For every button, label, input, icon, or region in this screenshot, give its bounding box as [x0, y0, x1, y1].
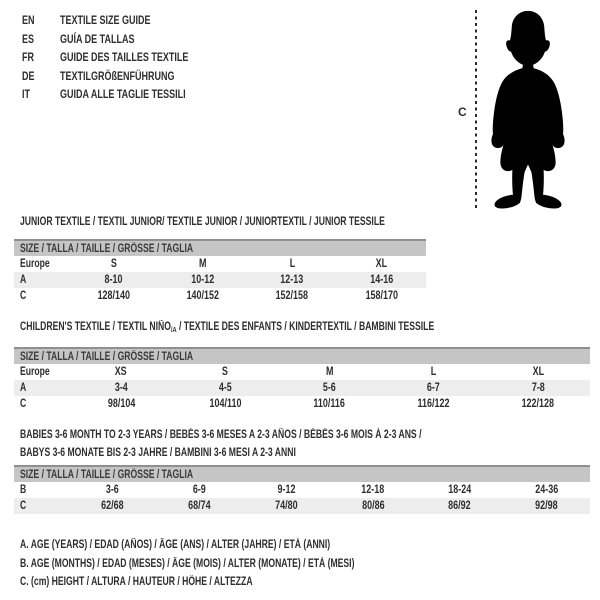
table-cell: 8-10 — [104, 274, 123, 286]
table-cell: L — [430, 366, 437, 378]
table-cell: 68/74 — [188, 500, 211, 512]
table-cell: 86/92 — [448, 500, 471, 512]
table-cell: 12-18 — [361, 484, 385, 496]
language-code: DE — [22, 68, 35, 83]
junior-table-header — [14, 239, 426, 256]
row-label: C — [20, 500, 27, 512]
language-row — [22, 11, 231, 30]
table-cell: 3-6 — [105, 484, 119, 496]
language-code: ES — [22, 31, 35, 46]
guide-title-it: GUIDA ALLE TAGLIE TESSILI — [60, 87, 186, 101]
table-row — [14, 272, 426, 288]
table-row — [14, 288, 426, 304]
language-code: FR — [22, 50, 34, 64]
children-size-table — [14, 347, 590, 412]
language-row — [22, 85, 231, 104]
table-cell: XL — [532, 366, 544, 378]
row-label: Europe — [20, 258, 50, 270]
table-cell: M — [325, 366, 334, 378]
children-section-heading — [20, 318, 572, 339]
table-cell: XL — [375, 258, 388, 270]
table-row — [14, 380, 590, 396]
table-cell: 128/140 — [97, 290, 130, 302]
table-cell: 6-9 — [192, 484, 206, 496]
table-cell: 152/158 — [275, 290, 309, 302]
language-code: EN — [22, 13, 35, 27]
table-cell: S — [110, 258, 117, 270]
language-row — [22, 67, 231, 86]
children-heading-subscript: /A — [170, 325, 177, 334]
babies-heading-line2: BABYS 3-6 MONATE BIS 2-3 JAHRE / BAMBINI 3-6 MESI A 2-3 ANNI — [20, 447, 296, 459]
size-header-label: SIZE / TALLA / TAILLE / GRÖSSE / TAGLIA — [20, 242, 194, 255]
table-cell: 4-5 — [218, 382, 232, 394]
table-row — [14, 396, 590, 412]
guide-title-de: TEXTILGRÖßENFÜHRUNG — [60, 68, 175, 83]
row-label: A — [20, 274, 27, 286]
table-cell: L — [289, 258, 295, 270]
table-row — [14, 498, 590, 514]
language-row — [22, 30, 231, 49]
babies-table-header — [14, 465, 590, 482]
table-cell: XS — [115, 366, 128, 378]
table-cell: 104/110 — [209, 398, 242, 410]
footnote-b: B. AGE (MONTHS) / EDAD (MESES) / ÂGE (MOIS) / ALTER (MONATE) / ETÀ (MESI) — [20, 557, 355, 570]
guide-title-en: TEXTILE SIZE GUIDE — [60, 13, 151, 27]
babies-section-heading — [20, 426, 555, 462]
table-cell: 110/116 — [313, 398, 346, 410]
table-cell: S — [222, 366, 229, 378]
row-label: B — [20, 484, 27, 496]
children-heading-text: CHILDREN'S TEXTILE / TEXTIL $NIÑO_{/A}$ / TEXTILE DES ENFANTS / KINDERTEXTIL / BAMBINI TESSILE — [20, 321, 435, 334]
children-table-header — [14, 347, 590, 364]
table-cell: 5-6 — [323, 382, 336, 394]
footnotes — [20, 536, 466, 592]
table-row — [14, 364, 590, 380]
language-list — [22, 11, 231, 104]
row-label: A — [20, 382, 27, 394]
junior-section-heading — [20, 213, 506, 231]
table-cell: 74/80 — [274, 500, 298, 512]
table-cell: 9-12 — [277, 484, 296, 496]
size-header-label: SIZE / TALLA / TAILLE / GRÖSSE / TAGLIA — [20, 350, 194, 363]
babies-heading-line1: BABIES 3-6 MONTH TO 2-3 YEARS / BEBÉS 3-6 MESES A 2-3 AÑOS / BÉBÉS 3-6 MOIS À 2-3 ANS / — [20, 429, 422, 441]
table-cell: 140/152 — [186, 290, 220, 302]
table-cell: M — [199, 258, 207, 270]
table-cell: 14-16 — [369, 274, 393, 286]
table-cell: 3-4 — [114, 382, 128, 394]
table-cell: 122/128 — [521, 398, 555, 410]
guide-title-fr: GUIDE DES TAILLES TEXTILE — [60, 50, 189, 64]
height-dotted-line — [475, 10, 477, 210]
junior-heading-text: JUNIOR TEXTILE / TEXTIL JUNIOR/ TEXTILE JUNIOR / JUNIORTEXTIL / JUNIOR TESSILE — [20, 216, 385, 228]
row-label: Europe — [20, 366, 50, 378]
table-cell: 6-7 — [427, 382, 441, 394]
table-cell: 7-8 — [531, 382, 545, 394]
table-cell: 116/122 — [417, 398, 450, 410]
baby-silhouette-icon — [480, 8, 576, 210]
height-measure-label: C — [458, 105, 467, 119]
table-row — [14, 482, 590, 498]
table-cell: 62/68 — [101, 500, 124, 512]
table-row — [14, 256, 426, 272]
language-code: IT — [22, 87, 31, 101]
guide-title-es: GUÍA DE TALLAS — [60, 31, 135, 46]
row-label: C — [20, 290, 27, 302]
junior-size-table — [14, 239, 426, 304]
footnote-c: C. (cm) HEIGHT / ALTURA / HAUTEUR / HÖHE / ALTEZZA — [20, 576, 253, 588]
table-cell: 10-12 — [191, 274, 215, 286]
table-cell: 24-36 — [535, 484, 559, 496]
babies-size-table — [14, 465, 590, 514]
footnote-a: A. AGE (YEARS) / EDAD (AÑOS) / ÂGE (ANS) / ALTER (JAHRE) / ETÀ (ANNI) — [20, 539, 331, 551]
table-cell: 80/86 — [361, 500, 385, 512]
table-cell: 18-24 — [448, 484, 472, 496]
language-row — [22, 48, 231, 67]
table-cell: 158/170 — [365, 290, 398, 302]
table-cell: 92/98 — [535, 500, 558, 512]
size-header-label: SIZE / TALLA / TAILLE / GRÖSSE / TAGLIA — [20, 468, 194, 481]
row-label: C — [20, 398, 27, 410]
table-cell: 98/104 — [107, 398, 135, 410]
height-measure-figure — [448, 6, 598, 216]
table-cell: 12-13 — [280, 274, 304, 286]
